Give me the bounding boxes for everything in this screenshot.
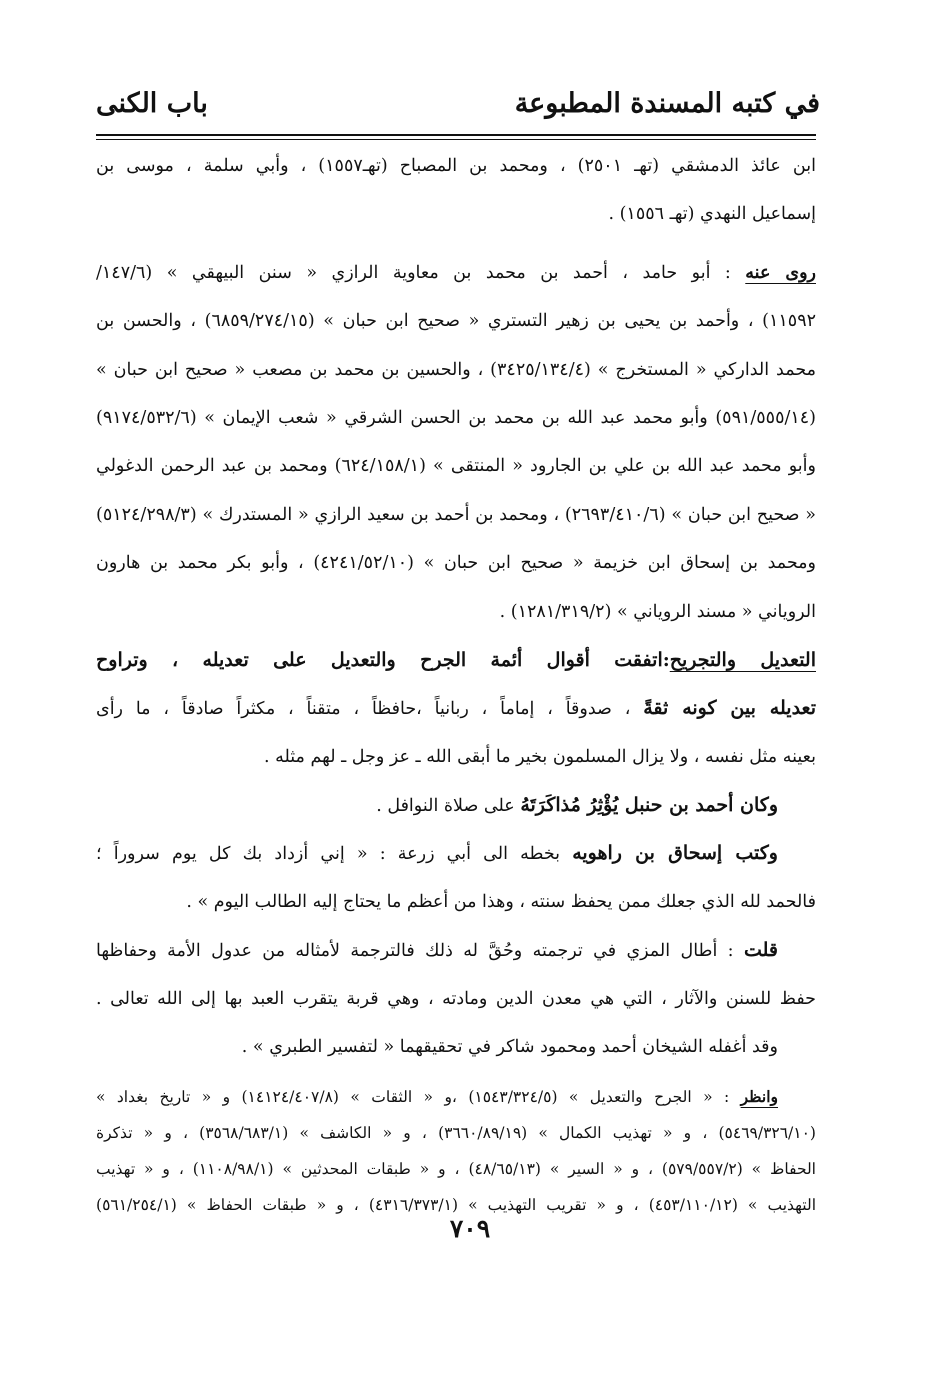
text-line: وقد أغفله الشيخان أحمد ومحمود شاكر في تحقيقهما « لتفسير الطبري » .	[241, 1037, 778, 1058]
text-line: (٥٩١/٥٥٥/١٤) وأبو محمد عبد الله بن محمد بن الحسن الشرقي « شعب الإيمان » (٩١٧٤/٥٣٢/٦)	[96, 407, 816, 428]
header-rule-thick	[96, 134, 816, 136]
footnote-references	[96, 1079, 816, 1223]
paragraph-teachers	[96, 142, 816, 239]
section-label-grading: التعديل والتجريح	[669, 648, 816, 671]
page-number: ٧٠٩	[449, 1214, 491, 1243]
text-line: ١١٥٩٢) ، وأحمد بن يحيى بن زهير التستري « صحيح ابن حبان » (٦٨٥٩/٢٧٤/١٥) ، والحسن بن	[96, 311, 816, 332]
text-line: (٥٤٦٩/٣٢٦/١٠) ، و « تهذيب الكمال » (٣٦٦٠/٨٩/١٩) ، و « الكاشف » (٣٥٦٨/٦٨٣/١) ، و « تذكرة	[96, 1124, 816, 1143]
paragraph-ishaq	[96, 829, 816, 926]
text-line: فالحمد لله الذي جعلك ممن يحفظ سنته ، وهذا من أعظم ما يحتاج إليه الطالب اليوم » .	[186, 891, 816, 912]
text-line: بعينه مثل نفسه ، ولا يزال المسلمون بخير ما أبقى الله ـ عز وجل ـ لهم مثله .	[263, 746, 816, 767]
text-line: إسماعيل النهدي (تهـ ١٥٥٦) .	[608, 204, 816, 225]
header-book-title: في كتبه المسندة المطبوعة	[514, 88, 820, 119]
bold-text: وكتب إسحاق بن راهويه	[572, 842, 778, 865]
section-label-narrators: روى عنه	[745, 262, 816, 283]
text-span: ، صدوقاً ، إماماً ، ربانياً ،حافظاً ، متقناً ، مكثراً صادقاً ، ما رأى	[96, 699, 631, 720]
section-label-see-also: وانظر	[740, 1087, 778, 1107]
paragraph-grading	[96, 636, 816, 781]
text-line: التهذيب » (٤٥٣/١١٠/١٢) ، و « تقريب التهذيب » (٤٣١٦/٣٧٣/١) ، و « طبقات الحفاظ » (٥٦١/٢٥٤/١)	[96, 1196, 816, 1215]
text-line: محمد الداركي « المستخرج » (٣٤٢٥/١٣٤/٤) ، والحسين بن محمد بن مصعب « صحيح ابن حبان »	[96, 359, 816, 380]
text-span: : « الجرح والتعديل » (١٥٤٣/٣٢٤/٥) ،و « الثقات » (١٤١٢٤/٤٠٧/٨) و « تاريخ بغداد »	[96, 1088, 730, 1107]
text-span: بخطه الى أبي زرعة : « إني أزداد بك كل يوم سروراً ؛	[96, 844, 561, 865]
header-chapter-title: باب الكنى	[96, 88, 208, 119]
bold-text: وكان أحمد بن حنبل يُؤْثِرُ مُذاكَرَتَهُ	[520, 794, 778, 817]
text-line: الحفاظ » (٥٧٩/٥٥٧/٢) ، و « السير » (٤٨/٦٥/١٣) ، و « طبقات المحدثين » (١١٠٨/٩٨/١) ، و « تهذيب	[96, 1160, 816, 1179]
paragraph-comment	[96, 926, 816, 1071]
text-line: حفظ للسنن والآثار ، التي هي معدن الدين ومادته ، وهي قربة يتقرب العبد بها إلى الله تعالى .	[96, 988, 816, 1009]
running-header	[96, 88, 820, 132]
text-span: على صلاة النوافل .	[376, 796, 515, 817]
paragraph-ahmad	[96, 781, 816, 829]
bold-text: تعديله بين كونه ثقةً	[643, 697, 816, 720]
text-span: :اتفقت أقوال أئمة الجرح والتعديل على تعديله ، وتراوح	[96, 648, 670, 671]
text-line: ومحمد بن إسحاق ابن خزيمة « صحيح ابن حبان » (٤٢٤١/٥٢/١٠) ، وأبو بكر محمد بن هارون	[96, 553, 816, 574]
paragraph-narrators	[96, 249, 816, 636]
section-label-comment: قلت	[743, 939, 778, 962]
text-line: وأبو محمد عبد الله بن علي بن الجارود « المنتقى » (٦٢٤/١٥٨/١) ومحمد بن عبد الرحمن الدغولي	[96, 456, 816, 477]
text-line: الروياني « مسند الروياني » (١٢٨١/٣١٩/٢) .	[499, 601, 816, 622]
text-line: « صحيح ابن حبان » (٢٦٩٣/٤١٠/٦) ، ومحمد بن أحمد بن سعيد الرازي « المستدرك » (٥١٢٤/٢٩٨/٣)	[96, 504, 816, 525]
header-rule-thin	[96, 139, 816, 140]
text-span: : أبو حامد ، أحمد بن محمد بن معاوية الرازي « سنن البيهقي » (١٤٧/٦/	[96, 262, 731, 283]
text-span: : أطال المزي في ترجمته وحُقَّ له ذلك فالترجمة لأمثاله من عدول الأمة وحفاظها	[96, 941, 734, 962]
body-text	[96, 142, 816, 1223]
text-line: ابن عائذ الدمشقي (تهـ ٢٥٠١) ، ومحمد بن المصباح (تهـ١٥٥٧) ، وأبي سلمة ، موسى بن	[96, 156, 816, 176]
